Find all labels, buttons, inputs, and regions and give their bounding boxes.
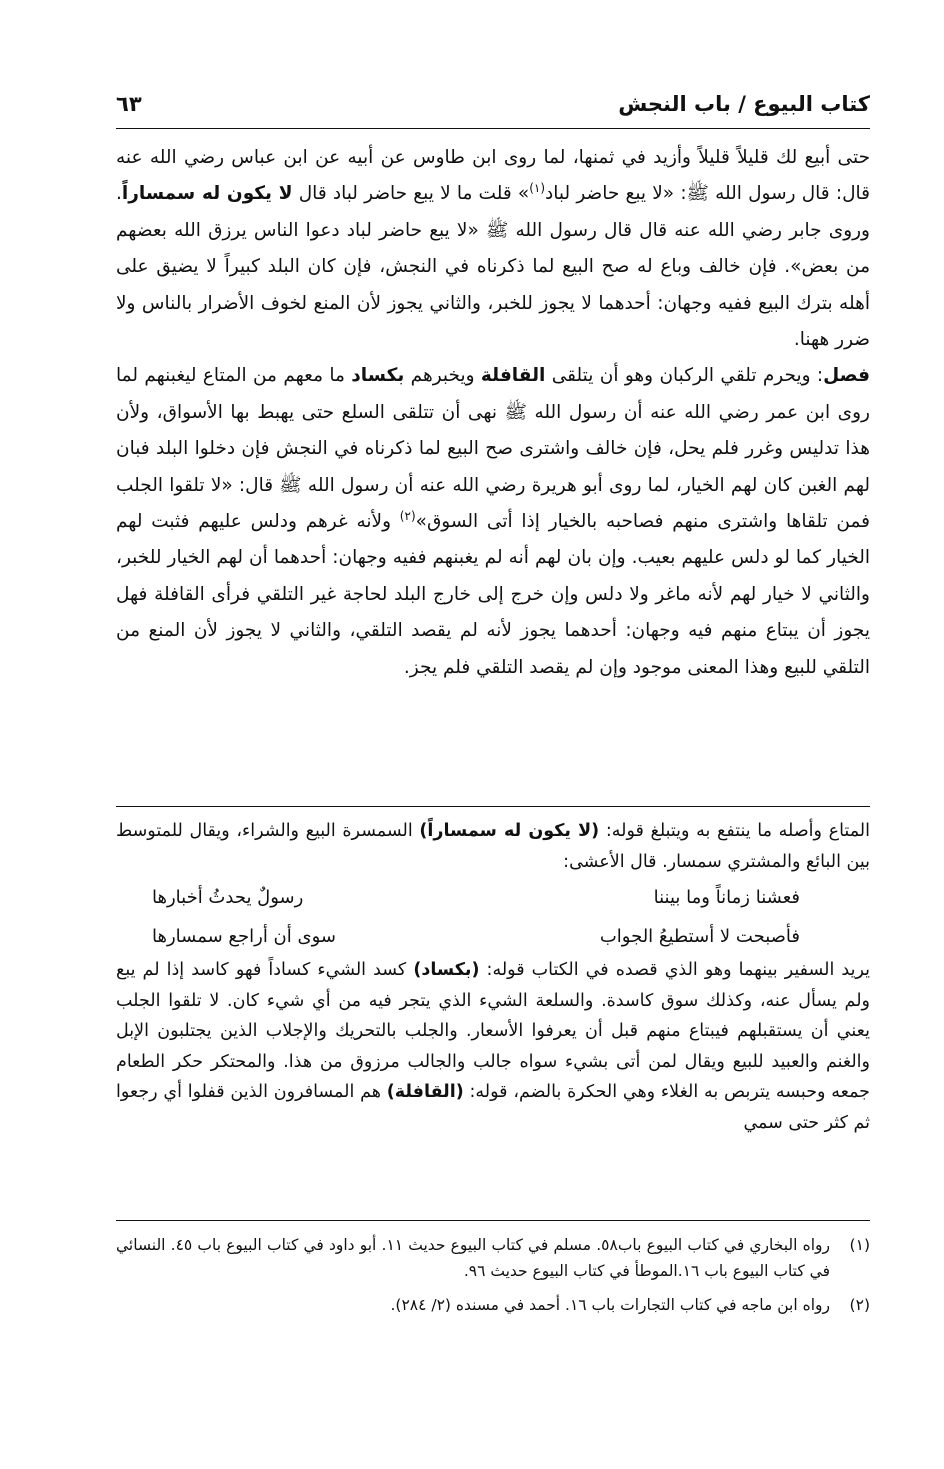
main-text-run: حتى أبيع لك قليلاً قليلاً وأزيد في ثمنها، لما روى ابن طاوس عن أبيه عن ابن عباس رضي الله عنه قال: قال رسول الله ﷺ: «لا يبع حاضر لباد bbox=[116, 147, 870, 205]
main-text-run: ولأنه غرهم ودلس عليهم فثبت لهم الخيار كما لو دلس عليهم بعيب. وإن بان لهم أنه لم يغبنهم ففيه وجهان: أحدهما أن لهم الخيار للخبر، والثاني لا خيار لهم لأنه ماغر ولا دلس وإن خرج إلى خارج البلد لحاجة غير التلقي فرأى القافلة فهل يجوز أن يبتاع منهم فيه وجهان: أحدهما يجوز لأنه لم يقصد التلقي، والثاني لا يجوز لأن المنع من التلقي للبيع وهذا المعنى موجود وإن لم يقصد التلقي فلم يجز. bbox=[116, 511, 870, 678]
commentary-paragraph-2 bbox=[116, 955, 870, 1138]
footnote-number: (١) bbox=[849, 1236, 870, 1254]
verse-hemistich-second: رسولٌ يحدثُ أخبارها bbox=[152, 887, 304, 908]
commentary-text-run: كسد الشيء كساداً فهو كاسد إذا لم يبع ولم يسأل عنه، وكذلك سوق كاسدة. والسلعة الشيء الذي يتجر فيه من أي شيء كان. لا تلقوا الجلب يعني أن يستقبلهم فيبتاع منهم قبل أن يعرفوا الأسعار. والجلب بالتحريك والإجلاب الذين يجتلبون الإبل والغنم والعبيد للبيع ويقال لمن أتى بشيء سواه جالب والجالب مرزوق من هذا. والمحتكر حكر الطعام جمعه وحبسه يتربص به الغلاء وهي الحكرة بالضم، قوله: bbox=[116, 960, 871, 1102]
main-text-run: : ويحرم تلقي الركبان وهو أن يتلقى bbox=[545, 365, 824, 387]
header-divider bbox=[116, 128, 870, 129]
commentary-text-run: يريد السفير بينهما وهو الذي قصده في الكتاب قوله: bbox=[479, 960, 870, 980]
main-text bbox=[116, 140, 870, 686]
bold-term: القافلة bbox=[480, 365, 546, 387]
commentary-text-run: السمسرة البيع والشراء، ويقال للمتوسط بين البائع والمشتري سمسار. قال الأعشى: bbox=[116, 821, 870, 872]
verse-hemistich-first: فأصبحت لا أستطيعُ الجواب bbox=[599, 926, 800, 947]
footnotes-divider bbox=[116, 1220, 870, 1221]
page-number: ٦٣ bbox=[116, 92, 142, 116]
verse-hemistich-first: فعشنا زماناً وما بيننا bbox=[653, 887, 800, 908]
commentary-text-run: المتاع وأصله ما ينتفع به ويتبلغ قوله: bbox=[599, 821, 871, 841]
footnote-2 bbox=[116, 1292, 870, 1318]
main-text-run: » قلت ما لا يبع حاضر لباد قال bbox=[292, 183, 530, 205]
bold-term: (القافلة) bbox=[386, 1082, 464, 1102]
bold-term: لا يكون له سمساراً bbox=[121, 183, 293, 205]
commentary-text-run: هم المسافرون الذين قفلوا أي رجعوا ثم كثر حتى سمي bbox=[116, 1082, 870, 1133]
running-title: كتاب البيوع / باب النجش bbox=[618, 92, 870, 116]
commentary-paragraph-1 bbox=[116, 816, 870, 877]
footnote-text: رواه ابن ماجه في كتاب التجارات باب ١٦. أحمد في مسنده (٢/ ٢٨٤). bbox=[390, 1296, 830, 1314]
footnote-1 bbox=[116, 1232, 870, 1284]
footnote-text: رواه البخاري في كتاب البيوع باب٥٨. مسلم في كتاب البيوع حديث ١١. أبو داود في كتاب البيوع باب ٤٥. النسائي في كتاب البيوع باب ١٦.الموطأ في كتاب البيوع حديث ٩٦. bbox=[116, 1236, 831, 1280]
main-text-run: . وروى جابر رضي الله عنه قال قال رسول الله ﷺ «لا يبع حاضر لباد دعوا الناس يرزق الله بعضهم من بعض». فإن خالف وباع له صح البيع لما ذكرناه في النجش، فإن كان البلد كبيراً لا يضيق على أهله بترك البيع ففيه وجهان: أحدهما لا يجوز للخبر، والثاني يجوز لأن المنع لخوف الأضرار بالناس ولا ضرر ههنا. bbox=[116, 183, 870, 351]
main-text-run: ما معهم من المتاع ليغبنهم لما روى ابن عمر رضي الله عنه أن رسول الله ﷺ نهى أن تتلقى السلع حتى يهبط بها الأسواق، ولأن هذا تدليس وغرر فلم يحل، فإن خالف واشترى صح البيع لما ذكرناه في النجش فإن دخلوا البلد فبان لهم الغبن كان لهم الخيار، لما روى أبو هريرة رضي الله عنه أن رسول الله ﷺ قال: «لا تلقوا الجلب فمن تلقاها واشترى منهم فصاحبه بالخيار إذا أتى السوق» bbox=[116, 365, 871, 533]
footnotes-section bbox=[116, 1232, 870, 1326]
poem-verse-1 bbox=[116, 877, 870, 916]
verse-hemistich-second: سوى أن أراجع سمسارها bbox=[152, 926, 336, 947]
bold-term: (لا يكون له سمساراً) bbox=[419, 821, 600, 841]
footnote-number: (٢) bbox=[849, 1296, 870, 1314]
bold-term: بكساد bbox=[351, 365, 405, 387]
main-paragraph-1 bbox=[116, 140, 870, 358]
bold-term: (بكساد) bbox=[413, 960, 480, 980]
main-text-run: ويخبرهم bbox=[404, 365, 481, 387]
footnote-ref-1: (١) bbox=[529, 181, 546, 196]
footnote-ref-2: (٢) bbox=[399, 508, 416, 523]
commentary-section bbox=[116, 816, 870, 1138]
poem-verse-2 bbox=[116, 916, 870, 955]
main-paragraph-2 bbox=[116, 358, 870, 686]
commentary-divider bbox=[116, 806, 870, 807]
section-heading-fasl: فصل bbox=[823, 365, 870, 387]
page-header bbox=[116, 88, 870, 126]
